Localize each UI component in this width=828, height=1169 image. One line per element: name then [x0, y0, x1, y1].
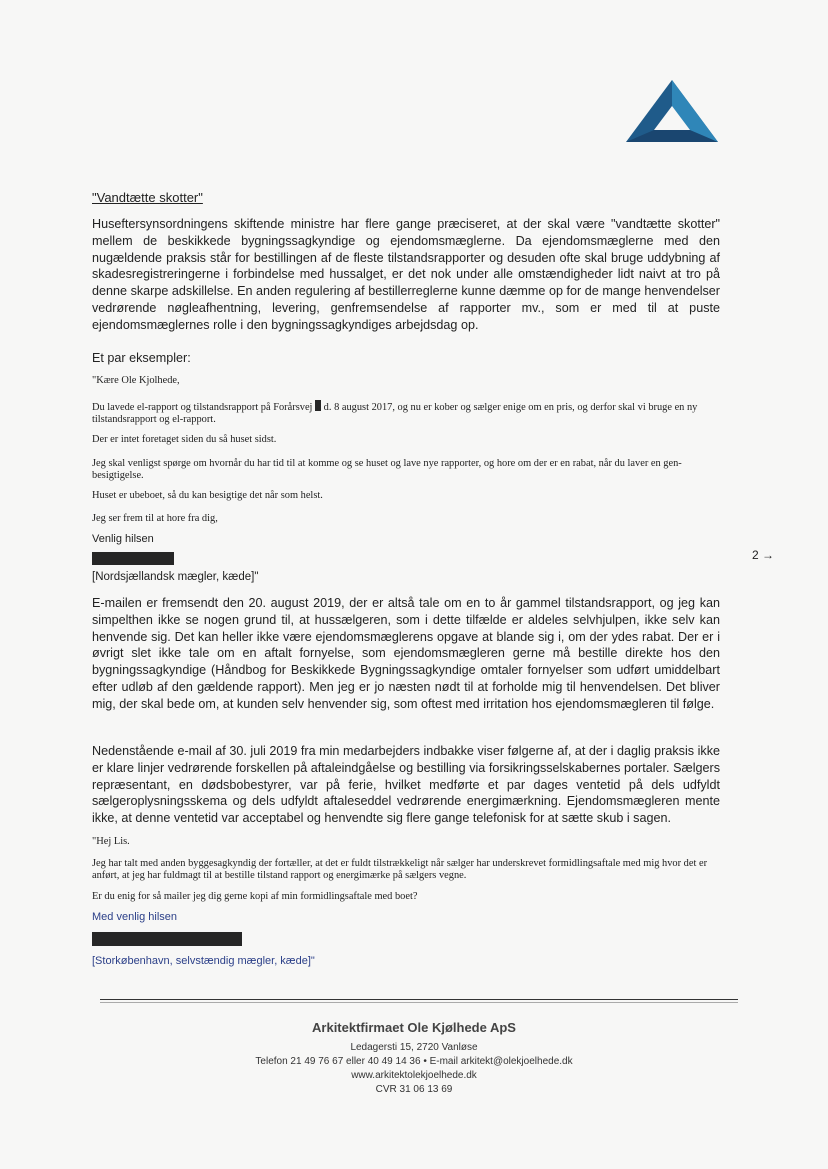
email2-closing: Med venlig hilsen — [92, 911, 177, 923]
footer-divider — [100, 999, 738, 1000]
email1-paragraph-1 — [92, 400, 720, 426]
footer-company-name: Arkitektfirmaet Ole Kjølhede ApS — [312, 1020, 516, 1035]
footer-website: www.arkitektolekjoelhede.dk — [351, 1070, 477, 1081]
company-logo-triangle-icon — [624, 78, 720, 144]
examples-label: Et par eksempler: — [92, 351, 191, 365]
page-continuation-marker: 2 → — [752, 548, 775, 562]
footer-divider-secondary — [100, 1002, 738, 1003]
redacted-name-1 — [92, 552, 174, 565]
email1-sender: [Nordsjællandsk mægler, kæde]" — [92, 571, 259, 583]
section-heading: "Vandtætte skotter" — [92, 190, 203, 205]
email1-paragraph-4: Huset er ubeboet, så du kan besigtige det når som helst. — [92, 490, 323, 501]
intro-paragraph: Huseftersynsordningens skiftende ministre har flere gange præciseret, at der skal være "vandtætte skotter" mellem de beskikkede bygningssagkyndige og ejendomsmæglerne. Da ejendomsmæglerne med den nugældende praksis står for bestillingen af de fleste tilstandsrapporter og desuden ofte skal bruge uddybning af skadesregistreringerne i forbindelse med hussalget, er det nok under alle omstændigheder lidt naivt at tro på denne skarpe adskillelse. En anden regulering af bestillerreglerne kunne dæmme op for de mange henvendelser vedrørende nøgleafhentning, levering, genfremsendelse af rapporter mv., som er med til at puste ejendomsmæglernes rolle i den bygningssagkyndiges arbejdsdag op. — [92, 217, 720, 332]
email1-greeting: "Kære Ole Kjolhede, — [92, 375, 180, 386]
email1-p1-end: d. 8 august 2017, og nu er kober og sælger enige om en pris, og derfor skal vi bruge en ny tilstandsrapport og el-rapport. — [92, 402, 698, 425]
redacted-name-2 — [92, 932, 242, 946]
email1-paragraph-2: Der er intet foretaget siden du så huset sidst. — [92, 434, 277, 445]
email1-paragraph-5: Jeg ser frem til at hore fra dig, — [92, 513, 218, 524]
footer-address: Ledagersti 15, 2720 Vanløse — [350, 1042, 478, 1053]
footer-cvr: CVR 31 06 13 69 — [375, 1084, 453, 1095]
email2-greeting: "Hej Lis. — [92, 836, 130, 847]
email2-paragraph-1: Jeg har talt med anden byggesagkyndig der fortæller, at det er fuldt tilstrækkeligt når sælger har underskrevet formidlingsaftale med mig hvor det er anført, at jeg har fuldmagt til at bestille tilstand rapport og energimærke på sælgers vegne. — [92, 858, 708, 881]
email2-paragraph-2: Er du enig for så mailer jeg dig gerne kopi af min formidlingsaftale med boet? — [92, 891, 418, 902]
email1-p1-start: Du lavede el-rapport og tilstandsrapport på Forårsvej — [92, 402, 313, 413]
paragraph-3: Nedenstående e-mail af 30. juli 2019 fra min medarbejders indbakke viser følgerne af, at der i daglig praksis ikke er klare linjer vedrørende forskellen på aftaleindgåelse og bestilling via forsikringsselskabernes portaler. Sælgers repræsentant, en dødsbobestyrer, var på ferie, hvilket medførte et par dages ventetid på dels udfyldt sælgeroplysningsskema og dels udfyldt aftaleseddel vedrørende energimærkning. Ejendomsmægleren mente ikke, at denne ventetid var acceptabel og henvendte sig flere gange telefonisk for at sætte skub i sagen. — [92, 744, 720, 826]
paragraph-2: E-mailen er fremsendt den 20. august 2019, der er altså tale om en to år gammel tilstandsrapport, og jeg kan simpelthen ikke se nogen grund til, at hussælgeren, som i dette tilfælde er aldeles selvhjulpen, ikke selv kan henvende sig. Det kan heller ikke være ejendomsmæglerens opgave at blande sig i, om der ydes rabat. Der er i øvrigt slet ikke tale om en aftalt fornyelse, som ejendomsmægleren gerne må bestille direkte hos den bygningssagkyndige (Håndbog for Beskikkede Bygningssagkyndige omtaler fornyelser som udført umiddelbart efter udløb af den gældende rapport). Men jeg er jo næsten nødt til at forholde mig til henvendelsen. Det bliver mig, der skal bede om, at kunden selv henvender sig, som oftest med irritation hos ejendomsmægleren til følge. — [92, 596, 720, 711]
footer-contact: Telefon 21 49 76 67 eller 40 49 14 36 • E-mail arkitekt@olekjoelhede.dk — [255, 1056, 573, 1067]
email1-closing: Venlig hilsen — [92, 533, 154, 545]
email2-sender: [Storkøbenhavn, selvstændig mægler, kæde]" — [92, 955, 315, 967]
email1-paragraph-3: Jeg skal venligst spørge om hvornår du har tid til at komme og se huset og lave nye rapporter, og hore om der er en rabat, når du laver en gen-besigtigelse. — [92, 458, 682, 481]
redaction-bar — [315, 400, 321, 411]
